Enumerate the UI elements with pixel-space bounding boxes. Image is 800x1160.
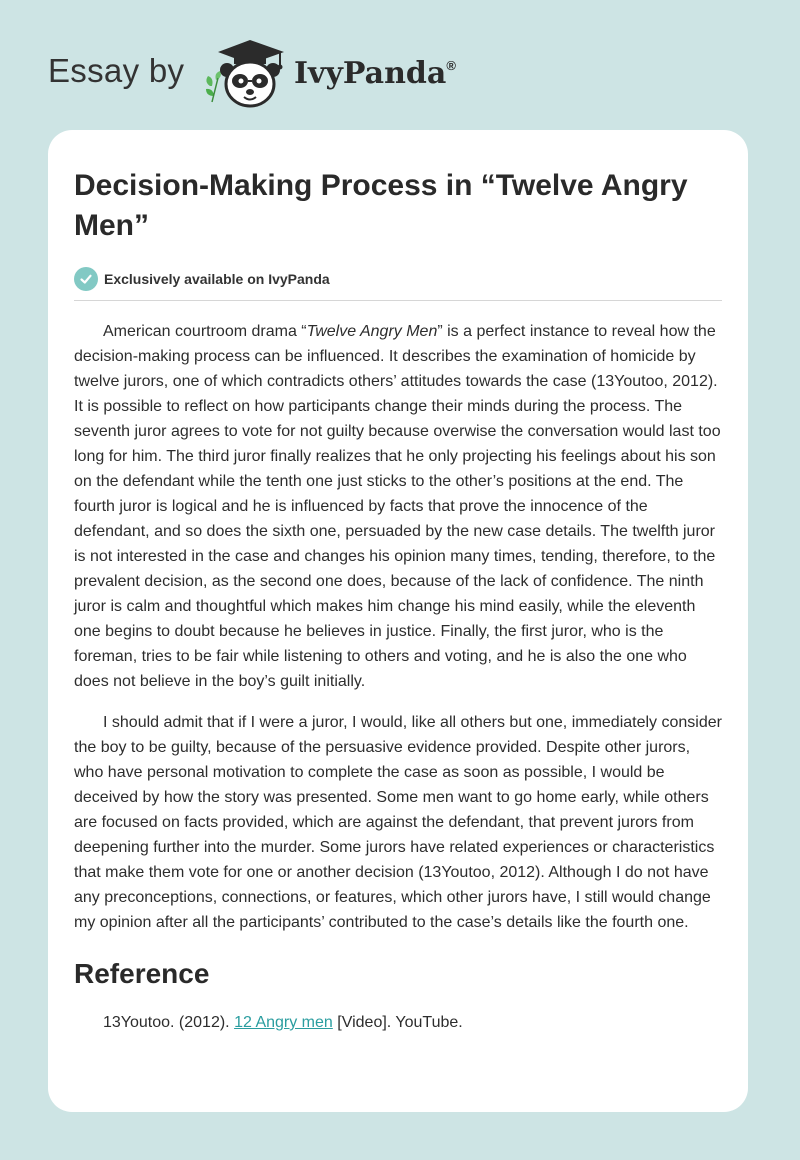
panda-graduate-icon (200, 36, 292, 110)
brand-header (48, 36, 488, 110)
reference-entry: 13Youtoo. (2012). 12 Angry men [Video]. YouTube. (103, 1014, 463, 1031)
body-paragraph-2: I should admit that if I were a juror, I would, like all others but one, immediately consider the boy to be guilty, because of the persuasive evidence provided. Despite other jurors, who have personal motivation to complete the case as soon as possible, I would be deceived by how the story was presented. Some men want to go home early, while others are focused on facts provided, which are against the defendant, that prevent jurors from deepening further into the murder. Some jurors have related experiences or characteristics that make them vote for one or another decision (13Youtoo, 2012). Although I do not have any preconceptions, connections, or features, which other jurors have, I still would change my opinion after all the participants’ contributed to the case’s details like the fourth one. (74, 714, 722, 931)
essay-by-label: Essay by (48, 52, 185, 89)
film-title-italic: Twelve Angry Men (306, 323, 438, 340)
reference-link[interactable]: 12 Angry men (234, 1014, 333, 1031)
checkmark-icon (74, 267, 98, 291)
brand-name: IvyPanda® (294, 56, 456, 91)
registered-mark: ® (446, 58, 456, 73)
exclusive-badge-label: Exclusively available on IvyPanda (104, 271, 330, 287)
divider (74, 300, 722, 301)
body-paragraph-1: American courtroom drama “Twelve Angry Men” is a perfect instance to reveal how the decision-making process can be influenced. It describes the examination of homicide by twelve jurors, one of which contradicts others’ attitudes towards the case (13Youtoo, 2012). It is possible to reflect on how participants change their minds during the process. The seventh juror agrees to vote for not guilty because overwise the conversation would last too long for him. The third juror finally realizes that he only projecting his feelings about his son on the defendant while the tenth one just sticks to the other’s positions at the end. The fourth juror is logical and he is influenced by facts that prove the innocence of the defendant, and so does the sixth one, persuaded by the new case details. The twelfth juror is not interested in the case and changes his opinion many times, tending, therefore, to the prevalent decision, as the second one does, because of the lack of confidence. The ninth juror is calm and thoughtful which makes him change his mind easily, while the eleventh one begins to doubt because he believes in justice. Finally, the first juror, who is the foreman, tries to be fair while listening to others and voting, and he is also the one who does not believe in the boy’s guilt initially. (74, 323, 721, 690)
reference-heading: Reference (74, 958, 210, 989)
essay-title: Decision-Making Process in “Twelve Angry Men” (74, 169, 688, 242)
essay-content (74, 166, 722, 1035)
exclusive-badge (74, 266, 722, 292)
essay-card (48, 130, 748, 1112)
